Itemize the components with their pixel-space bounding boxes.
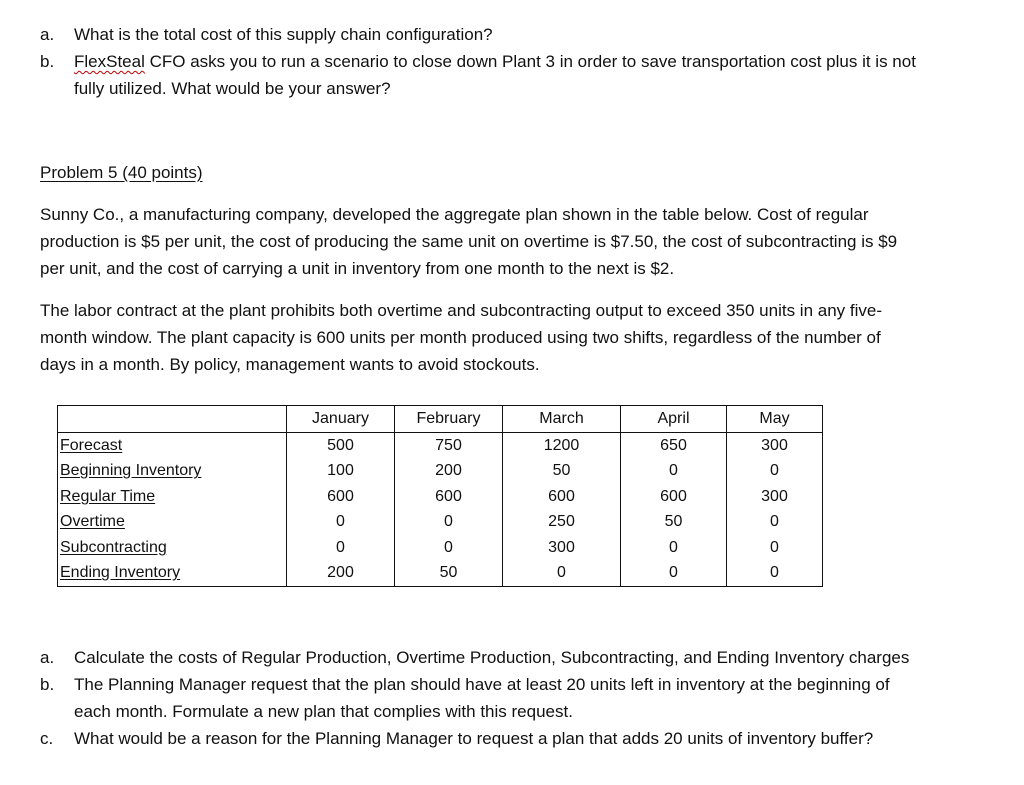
row-label: Regular Time — [58, 484, 287, 510]
table-row-beginning-inventory — [58, 458, 823, 484]
bottom-question-b-marker: b. — [40, 675, 55, 694]
table-cell: 200 — [395, 458, 503, 484]
month-header: January — [287, 406, 395, 433]
row-label: Beginning Inventory — [58, 458, 287, 484]
table-cell: 0 — [621, 560, 727, 586]
table-cell: 300 — [727, 484, 823, 510]
flexsteal-brand: FlexSteal — [74, 52, 145, 71]
table-row-ending-inventory — [58, 560, 823, 586]
bottom-question-a-marker: a. — [40, 648, 55, 667]
table-cell: 600 — [395, 484, 503, 510]
question-b-line2: fully utilized. What would be your answer? — [74, 79, 391, 98]
table-cell: 600 — [503, 484, 621, 510]
question-b-line1 — [74, 49, 916, 75]
table-cell: 0 — [621, 535, 727, 561]
bottom-question-b-line2: each month. Formulate a new plan that complies with this request. — [74, 702, 573, 721]
bottom-question-c-text: What would be a reason for the Planning Manager to request a plan that adds 20 units of inventory buffer? — [74, 729, 874, 748]
bottom-question-a-text: Calculate the costs of Regular Production, Overtime Production, Subcontracting, and Ending Inventory charges — [74, 648, 910, 667]
table-cell: 500 — [287, 432, 395, 458]
table-cell: 100 — [287, 458, 395, 484]
table-cell: 0 — [395, 509, 503, 535]
table-cell: 300 — [503, 535, 621, 561]
header-blank — [58, 406, 287, 433]
table-row-subcontracting — [58, 535, 823, 561]
table-cell: 300 — [727, 432, 823, 458]
table-cell: 1200 — [503, 432, 621, 458]
question-b-line1-rest: CFO asks you to run a scenario to close down Plant 3 in order to save transportation cost plus it is not — [144, 52, 916, 71]
bottom-question-c-marker: c. — [40, 729, 54, 748]
table-row-forecast — [58, 432, 823, 458]
table-cell: 250 — [503, 509, 621, 535]
table-cell: 650 — [621, 432, 727, 458]
table-cell: 0 — [287, 509, 395, 535]
row-label: Ending Inventory — [58, 560, 287, 586]
row-label: Overtime — [58, 509, 287, 535]
para1-line3: per unit, and the cost of carrying a unit in inventory from one month to the next is $2. — [40, 259, 675, 278]
question-a-marker: a. — [40, 25, 55, 44]
month-header: February — [395, 406, 503, 433]
para2-line3: days in a month. By policy, management wants to avoid stockouts. — [40, 355, 540, 374]
table-cell: 0 — [287, 535, 395, 561]
para2-line1: The labor contract at the plant prohibits both overtime and subcontracting output to exceed 350 units in any five- — [40, 301, 883, 320]
table-cell: 200 — [287, 560, 395, 586]
table-cell: 0 — [727, 509, 823, 535]
table-cell: 50 — [503, 458, 621, 484]
aggregate-plan-table — [57, 405, 823, 587]
table-cell: 0 — [727, 458, 823, 484]
table-header-row — [58, 406, 823, 433]
para1-line2: production is $5 per unit, the cost of producing the same unit on overtime is $7.50, the cost of subcontracting is $9 — [40, 232, 898, 251]
table-cell: 750 — [395, 432, 503, 458]
table-cell: 600 — [621, 484, 727, 510]
row-label: Subcontracting — [58, 535, 287, 561]
question-b-marker: b. — [40, 52, 55, 71]
month-header: April — [621, 406, 727, 433]
row-label: Forecast — [58, 432, 287, 458]
month-header: March — [503, 406, 621, 433]
table-cell: 0 — [621, 458, 727, 484]
para1-line1: Sunny Co., a manufacturing company, developed the aggregate plan shown in the table below. Cost of regular — [40, 205, 869, 224]
month-header: May — [727, 406, 823, 433]
bottom-question-b-line1: The Planning Manager request that the plan should have at least 20 units left in inventory at the beginning of — [74, 675, 890, 694]
question-a-text: What is the total cost of this supply chain configuration? — [74, 25, 493, 44]
table-cell: 50 — [395, 560, 503, 586]
table-cell: 0 — [395, 535, 503, 561]
table-cell: 600 — [287, 484, 395, 510]
problem-title: Problem 5 (40 points) — [40, 163, 203, 182]
table-cell: 0 — [727, 535, 823, 561]
table-cell: 0 — [727, 560, 823, 586]
table-row-regular-time — [58, 484, 823, 510]
para2-line2: month window. The plant capacity is 600 units per month produced using two shifts, regardless of the number of — [40, 328, 881, 347]
table-cell: 0 — [503, 560, 621, 586]
table-row-overtime — [58, 509, 823, 535]
table-cell: 50 — [621, 509, 727, 535]
